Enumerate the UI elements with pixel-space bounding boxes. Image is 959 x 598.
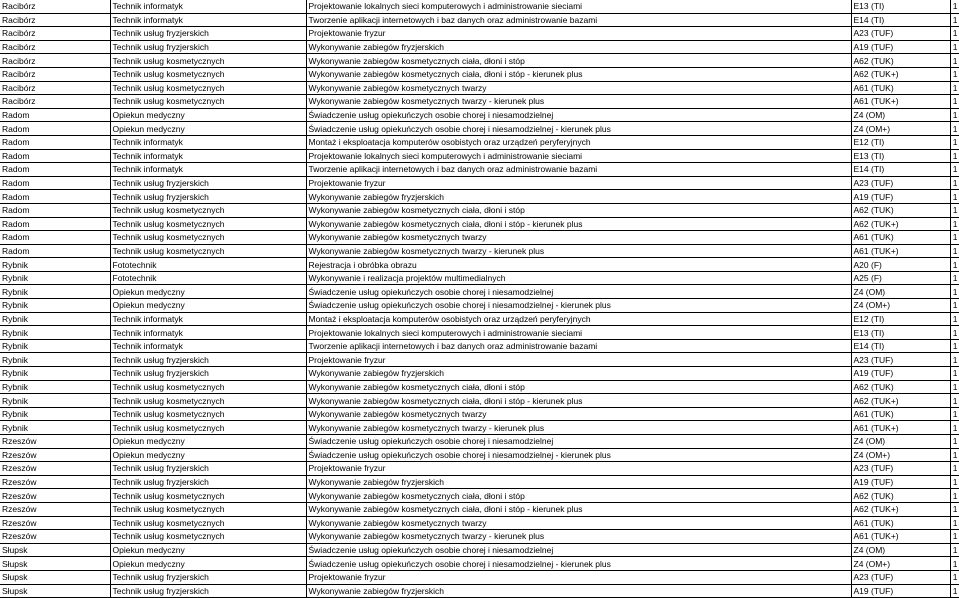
- profession-cell: Technik usług kosmetycznych: [110, 67, 306, 81]
- code-cell: A23 (TUF): [851, 27, 950, 41]
- qualification-cell: Projektowanie fryzur: [306, 462, 851, 476]
- count-cell: 1: [950, 312, 959, 326]
- city-cell: Rybnik: [0, 271, 110, 285]
- profession-cell: Technik usług kosmetycznych: [110, 530, 306, 544]
- table-row: [0, 475, 959, 489]
- city-cell: Rzeszów: [0, 448, 110, 462]
- city-cell: Radom: [0, 149, 110, 163]
- count-cell: 1: [950, 271, 959, 285]
- count-cell: 1: [950, 326, 959, 340]
- count-cell: 1: [950, 67, 959, 81]
- table-row: [0, 448, 959, 462]
- count-cell: 1: [950, 421, 959, 435]
- table-row: [0, 570, 959, 584]
- qualification-cell: Tworzenie aplikacji internetowych i baz danych oraz administrowanie bazami: [306, 163, 851, 177]
- profession-cell: Technik usług fryzjerskich: [110, 353, 306, 367]
- table-row: [0, 122, 959, 136]
- city-cell: Radom: [0, 135, 110, 149]
- code-cell: A61 (TUK): [851, 81, 950, 95]
- qualification-cell: Rejestracja i obróbka obrazu: [306, 258, 851, 272]
- code-cell: A61 (TUK+): [851, 244, 950, 258]
- count-cell: 1: [950, 475, 959, 489]
- count-cell: 1: [950, 394, 959, 408]
- city-cell: Racibórz: [0, 54, 110, 68]
- count-cell: 1: [950, 95, 959, 109]
- count-cell: 1: [950, 489, 959, 503]
- code-cell: Z4 (OM+): [851, 557, 950, 571]
- code-cell: A19 (TUF): [851, 40, 950, 54]
- code-cell: A61 (TUK): [851, 516, 950, 530]
- qualification-cell: Świadczenie usług opiekuńczych osobie chorej i niesamodzielnej: [306, 435, 851, 449]
- qualification-cell: Wykonywanie zabiegów kosmetycznych twarzy - kierunek plus: [306, 530, 851, 544]
- table-row: [0, 557, 959, 571]
- city-cell: Słupsk: [0, 557, 110, 571]
- code-cell: A62 (TUK+): [851, 67, 950, 81]
- code-cell: Z4 (OM+): [851, 448, 950, 462]
- table-row: [0, 81, 959, 95]
- city-cell: Racibórz: [0, 40, 110, 54]
- profession-cell: Technik usług fryzjerskich: [110, 176, 306, 190]
- profession-cell: Technik usług kosmetycznych: [110, 407, 306, 421]
- count-cell: 1: [950, 108, 959, 122]
- table-row: [0, 421, 959, 435]
- qualification-cell: Wykonywanie zabiegów fryzjerskich: [306, 475, 851, 489]
- table-row: [0, 163, 959, 177]
- profession-cell: Technik usług kosmetycznych: [110, 394, 306, 408]
- qualification-cell: Projektowanie fryzur: [306, 353, 851, 367]
- code-cell: A61 (TUK): [851, 407, 950, 421]
- table-row: [0, 543, 959, 557]
- table-row: [0, 203, 959, 217]
- qualification-cell: Świadczenie usług opiekuńczych osobie chorej i niesamodzielnej: [306, 108, 851, 122]
- count-cell: 1: [950, 557, 959, 571]
- table-row: [0, 27, 959, 41]
- profession-cell: Opiekun medyczny: [110, 435, 306, 449]
- qualification-cell: Wykonywanie zabiegów fryzjerskich: [306, 367, 851, 381]
- count-cell: 1: [950, 258, 959, 272]
- profession-cell: Technik usług kosmetycznych: [110, 502, 306, 516]
- table-row: [0, 95, 959, 109]
- profession-cell: Technik usług kosmetycznych: [110, 81, 306, 95]
- table-row: [0, 190, 959, 204]
- code-cell: Z4 (OM): [851, 285, 950, 299]
- code-cell: A62 (TUK+): [851, 394, 950, 408]
- count-cell: 1: [950, 285, 959, 299]
- count-cell: 1: [950, 543, 959, 557]
- table-row: [0, 339, 959, 353]
- count-cell: 1: [950, 407, 959, 421]
- count-cell: 1: [950, 0, 959, 13]
- code-cell: Z4 (OM+): [851, 299, 950, 313]
- code-cell: A19 (TUF): [851, 584, 950, 598]
- qualification-cell: Wykonywanie zabiegów fryzjerskich: [306, 190, 851, 204]
- code-cell: A25 (F): [851, 271, 950, 285]
- qualification-cell: Tworzenie aplikacji internetowych i baz danych oraz administrowanie bazami: [306, 339, 851, 353]
- count-cell: 1: [950, 244, 959, 258]
- count-cell: 1: [950, 13, 959, 27]
- profession-cell: Opiekun medyczny: [110, 285, 306, 299]
- profession-cell: Technik usług kosmetycznych: [110, 95, 306, 109]
- code-cell: A23 (TUF): [851, 176, 950, 190]
- city-cell: Rybnik: [0, 353, 110, 367]
- code-cell: A62 (TUK+): [851, 217, 950, 231]
- profession-cell: Opiekun medyczny: [110, 108, 306, 122]
- count-cell: 1: [950, 203, 959, 217]
- code-cell: E13 (TI): [851, 326, 950, 340]
- qualification-cell: Wykonywanie zabiegów kosmetycznych twarzy - kierunek plus: [306, 244, 851, 258]
- profession-cell: Technik usług kosmetycznych: [110, 489, 306, 503]
- code-cell: A61 (TUK+): [851, 421, 950, 435]
- city-cell: Rybnik: [0, 339, 110, 353]
- table-row: [0, 285, 959, 299]
- code-cell: A20 (F): [851, 258, 950, 272]
- qualification-cell: Wykonywanie zabiegów fryzjerskich: [306, 584, 851, 598]
- table-row: [0, 435, 959, 449]
- city-cell: Racibórz: [0, 13, 110, 27]
- count-cell: 1: [950, 54, 959, 68]
- qualification-cell: Wykonywanie zabiegów kosmetycznych ciała, dłoni i stóp: [306, 54, 851, 68]
- code-cell: A19 (TUF): [851, 367, 950, 381]
- city-cell: Rzeszów: [0, 516, 110, 530]
- table-row: [0, 0, 959, 13]
- profession-cell: Technik usług kosmetycznych: [110, 421, 306, 435]
- profession-cell: Technik usług fryzjerskich: [110, 570, 306, 584]
- qualification-cell: Świadczenie usług opiekuńczych osobie chorej i niesamodzielnej: [306, 543, 851, 557]
- code-cell: A23 (TUF): [851, 353, 950, 367]
- profession-cell: Fototechnik: [110, 271, 306, 285]
- count-cell: 1: [950, 570, 959, 584]
- table-row: [0, 231, 959, 245]
- city-cell: Radom: [0, 244, 110, 258]
- profession-cell: Technik informatyk: [110, 312, 306, 326]
- profession-cell: Technik usług fryzjerskich: [110, 40, 306, 54]
- qualification-cell: Wykonywanie zabiegów fryzjerskich: [306, 40, 851, 54]
- profession-cell: Technik informatyk: [110, 0, 306, 13]
- qualification-cell: Wykonywanie zabiegów kosmetycznych twarzy - kierunek plus: [306, 421, 851, 435]
- table-row: [0, 489, 959, 503]
- profession-cell: Technik usług kosmetycznych: [110, 217, 306, 231]
- city-cell: Radom: [0, 190, 110, 204]
- qualification-cell: Wykonywanie zabiegów kosmetycznych twarzy: [306, 407, 851, 421]
- count-cell: 1: [950, 299, 959, 313]
- qualification-cell: Projektowanie lokalnych sieci komputerowych i administrowanie sieciami: [306, 149, 851, 163]
- city-cell: Racibórz: [0, 27, 110, 41]
- profession-cell: Technik usług fryzjerskich: [110, 190, 306, 204]
- qualification-cell: Projektowanie fryzur: [306, 27, 851, 41]
- code-cell: A19 (TUF): [851, 475, 950, 489]
- table-row: [0, 108, 959, 122]
- count-cell: 1: [950, 530, 959, 544]
- profession-cell: Technik informatyk: [110, 13, 306, 27]
- profession-cell: Technik usług fryzjerskich: [110, 27, 306, 41]
- qualification-cell: Świadczenie usług opiekuńczych osobie chorej i niesamodzielnej - kierunek plus: [306, 448, 851, 462]
- qualification-cell: Montaż i eksploatacja komputerów osobistych oraz urządzeń peryferyjnych: [306, 135, 851, 149]
- qualification-cell: Świadczenie usług opiekuńczych osobie chorej i niesamodzielnej - kierunek plus: [306, 122, 851, 136]
- qualification-cell: Wykonywanie zabiegów kosmetycznych twarzy: [306, 516, 851, 530]
- profession-cell: Technik usług kosmetycznych: [110, 380, 306, 394]
- qualification-cell: Wykonywanie zabiegów kosmetycznych ciała, dłoni i stóp: [306, 489, 851, 503]
- city-cell: Rybnik: [0, 285, 110, 299]
- code-cell: Z4 (OM): [851, 108, 950, 122]
- code-cell: E12 (TI): [851, 312, 950, 326]
- city-cell: Rybnik: [0, 312, 110, 326]
- table-row: [0, 176, 959, 190]
- table-row: [0, 149, 959, 163]
- code-cell: A19 (TUF): [851, 190, 950, 204]
- count-cell: 1: [950, 217, 959, 231]
- code-cell: Z4 (OM+): [851, 122, 950, 136]
- table-row: [0, 244, 959, 258]
- count-cell: 1: [950, 40, 959, 54]
- city-cell: Radom: [0, 217, 110, 231]
- qualification-cell: Projektowanie lokalnych sieci komputerowych i administrowanie sieciami: [306, 0, 851, 13]
- city-cell: Radom: [0, 203, 110, 217]
- count-cell: 1: [950, 122, 959, 136]
- code-cell: A23 (TUF): [851, 462, 950, 476]
- code-cell: Z4 (OM): [851, 435, 950, 449]
- code-cell: E14 (TI): [851, 163, 950, 177]
- profession-cell: Technik usług kosmetycznych: [110, 231, 306, 245]
- city-cell: Rzeszów: [0, 489, 110, 503]
- table-row: [0, 584, 959, 598]
- count-cell: 1: [950, 353, 959, 367]
- profession-cell: Technik usług fryzjerskich: [110, 462, 306, 476]
- count-cell: 1: [950, 435, 959, 449]
- city-cell: Radom: [0, 108, 110, 122]
- qualification-cell: Wykonywanie zabiegów kosmetycznych twarzy: [306, 81, 851, 95]
- code-cell: A62 (TUK+): [851, 502, 950, 516]
- city-cell: Rybnik: [0, 258, 110, 272]
- profession-cell: Technik informatyk: [110, 339, 306, 353]
- count-cell: 1: [950, 339, 959, 353]
- count-cell: 1: [950, 462, 959, 476]
- city-cell: Rzeszów: [0, 475, 110, 489]
- code-cell: A62 (TUK): [851, 489, 950, 503]
- count-cell: 1: [950, 27, 959, 41]
- qualification-cell: Tworzenie aplikacji internetowych i baz danych oraz administrowanie bazami: [306, 13, 851, 27]
- table-row: [0, 530, 959, 544]
- qualification-cell: Wykonywanie i realizacja projektów multimedialnych: [306, 271, 851, 285]
- city-cell: Radom: [0, 163, 110, 177]
- count-cell: 1: [950, 81, 959, 95]
- profession-cell: Opiekun medyczny: [110, 557, 306, 571]
- code-cell: A62 (TUK): [851, 380, 950, 394]
- code-cell: E12 (TI): [851, 135, 950, 149]
- qualification-cell: Projektowanie fryzur: [306, 176, 851, 190]
- qualification-cell: Montaż i eksploatacja komputerów osobistych oraz urządzeń peryferyjnych: [306, 312, 851, 326]
- table-row: [0, 40, 959, 54]
- profession-cell: Technik usług kosmetycznych: [110, 516, 306, 530]
- city-cell: Rzeszów: [0, 530, 110, 544]
- table-row: [0, 135, 959, 149]
- city-cell: Rybnik: [0, 407, 110, 421]
- profession-cell: Technik usług fryzjerskich: [110, 475, 306, 489]
- profession-cell: Technik usług fryzjerskich: [110, 367, 306, 381]
- table-row: [0, 353, 959, 367]
- table-row: [0, 407, 959, 421]
- count-cell: 1: [950, 380, 959, 394]
- qualification-cell: Wykonywanie zabiegów kosmetycznych ciała, dłoni i stóp - kierunek plus: [306, 502, 851, 516]
- table-row: [0, 380, 959, 394]
- city-cell: Racibórz: [0, 67, 110, 81]
- table-row: [0, 502, 959, 516]
- profession-cell: Opiekun medyczny: [110, 122, 306, 136]
- table-row: [0, 312, 959, 326]
- count-cell: 1: [950, 149, 959, 163]
- profession-cell: Technik usług fryzjerskich: [110, 584, 306, 598]
- code-cell: A61 (TUK+): [851, 530, 950, 544]
- qualification-cell: Projektowanie lokalnych sieci komputerowych i administrowanie sieciami: [306, 326, 851, 340]
- profession-cell: Technik informatyk: [110, 326, 306, 340]
- qualification-cell: Wykonywanie zabiegów kosmetycznych ciała, dłoni i stóp: [306, 203, 851, 217]
- qualification-cell: Świadczenie usług opiekuńczych osobie chorej i niesamodzielnej: [306, 285, 851, 299]
- count-cell: 1: [950, 135, 959, 149]
- table-row: [0, 271, 959, 285]
- count-cell: 1: [950, 502, 959, 516]
- profession-cell: Technik usług kosmetycznych: [110, 203, 306, 217]
- code-cell: A61 (TUK): [851, 231, 950, 245]
- profession-cell: Technik informatyk: [110, 149, 306, 163]
- qualification-cell: Projektowanie fryzur: [306, 570, 851, 584]
- profession-cell: Opiekun medyczny: [110, 543, 306, 557]
- code-cell: E13 (TI): [851, 0, 950, 13]
- table-row: [0, 326, 959, 340]
- code-cell: A62 (TUK): [851, 54, 950, 68]
- profession-cell: Technik informatyk: [110, 163, 306, 177]
- qualification-cell: Świadczenie usług opiekuńczych osobie chorej i niesamodzielnej - kierunek plus: [306, 557, 851, 571]
- profession-cell: Opiekun medyczny: [110, 448, 306, 462]
- table-row: [0, 54, 959, 68]
- count-cell: 1: [950, 190, 959, 204]
- table-row: [0, 394, 959, 408]
- table-row: [0, 13, 959, 27]
- qualification-cell: Wykonywanie zabiegów kosmetycznych ciała, dłoni i stóp: [306, 380, 851, 394]
- qualification-cell: Świadczenie usług opiekuńczych osobie chorej i niesamodzielnej - kierunek plus: [306, 299, 851, 313]
- count-cell: 1: [950, 163, 959, 177]
- table-row: [0, 367, 959, 381]
- code-cell: A23 (TUF): [851, 570, 950, 584]
- count-cell: 1: [950, 176, 959, 190]
- table-row: [0, 516, 959, 530]
- profession-cell: Technik usług kosmetycznych: [110, 54, 306, 68]
- city-cell: Radom: [0, 122, 110, 136]
- code-cell: E14 (TI): [851, 13, 950, 27]
- count-cell: 1: [950, 584, 959, 598]
- city-cell: Racibórz: [0, 81, 110, 95]
- profession-cell: Technik usług kosmetycznych: [110, 244, 306, 258]
- city-cell: Rybnik: [0, 299, 110, 313]
- city-cell: Rybnik: [0, 421, 110, 435]
- profession-cell: Fototechnik: [110, 258, 306, 272]
- qualification-cell: Wykonywanie zabiegów kosmetycznych ciała, dłoni i stóp - kierunek plus: [306, 217, 851, 231]
- code-cell: E13 (TI): [851, 149, 950, 163]
- code-cell: A62 (TUK): [851, 203, 950, 217]
- count-cell: 1: [950, 367, 959, 381]
- city-cell: Słupsk: [0, 584, 110, 598]
- count-cell: 1: [950, 448, 959, 462]
- city-cell: Rzeszów: [0, 502, 110, 516]
- city-cell: Radom: [0, 231, 110, 245]
- city-cell: Rzeszów: [0, 462, 110, 476]
- city-cell: Rybnik: [0, 394, 110, 408]
- table-row: [0, 67, 959, 81]
- city-cell: Radom: [0, 176, 110, 190]
- qualification-cell: Wykonywanie zabiegów kosmetycznych ciała, dłoni i stóp - kierunek plus: [306, 394, 851, 408]
- city-cell: Słupsk: [0, 543, 110, 557]
- table-row: [0, 258, 959, 272]
- profession-cell: Opiekun medyczny: [110, 299, 306, 313]
- qualification-cell: Wykonywanie zabiegów kosmetycznych ciała, dłoni i stóp - kierunek plus: [306, 67, 851, 81]
- city-cell: Racibórz: [0, 0, 110, 13]
- city-cell: Racibórz: [0, 95, 110, 109]
- city-cell: Słupsk: [0, 570, 110, 584]
- city-cell: Rybnik: [0, 367, 110, 381]
- qualification-cell: Wykonywanie zabiegów kosmetycznych twarzy: [306, 231, 851, 245]
- code-cell: A61 (TUK+): [851, 95, 950, 109]
- city-cell: Rzeszów: [0, 435, 110, 449]
- table-row: [0, 462, 959, 476]
- count-cell: 1: [950, 231, 959, 245]
- table-row: [0, 217, 959, 231]
- code-cell: Z4 (OM): [851, 543, 950, 557]
- city-cell: Rybnik: [0, 326, 110, 340]
- qualification-cell: Wykonywanie zabiegów kosmetycznych twarzy - kierunek plus: [306, 95, 851, 109]
- code-cell: E14 (TI): [851, 339, 950, 353]
- profession-cell: Technik informatyk: [110, 135, 306, 149]
- city-cell: Rybnik: [0, 380, 110, 394]
- count-cell: 1: [950, 516, 959, 530]
- table-row: [0, 299, 959, 313]
